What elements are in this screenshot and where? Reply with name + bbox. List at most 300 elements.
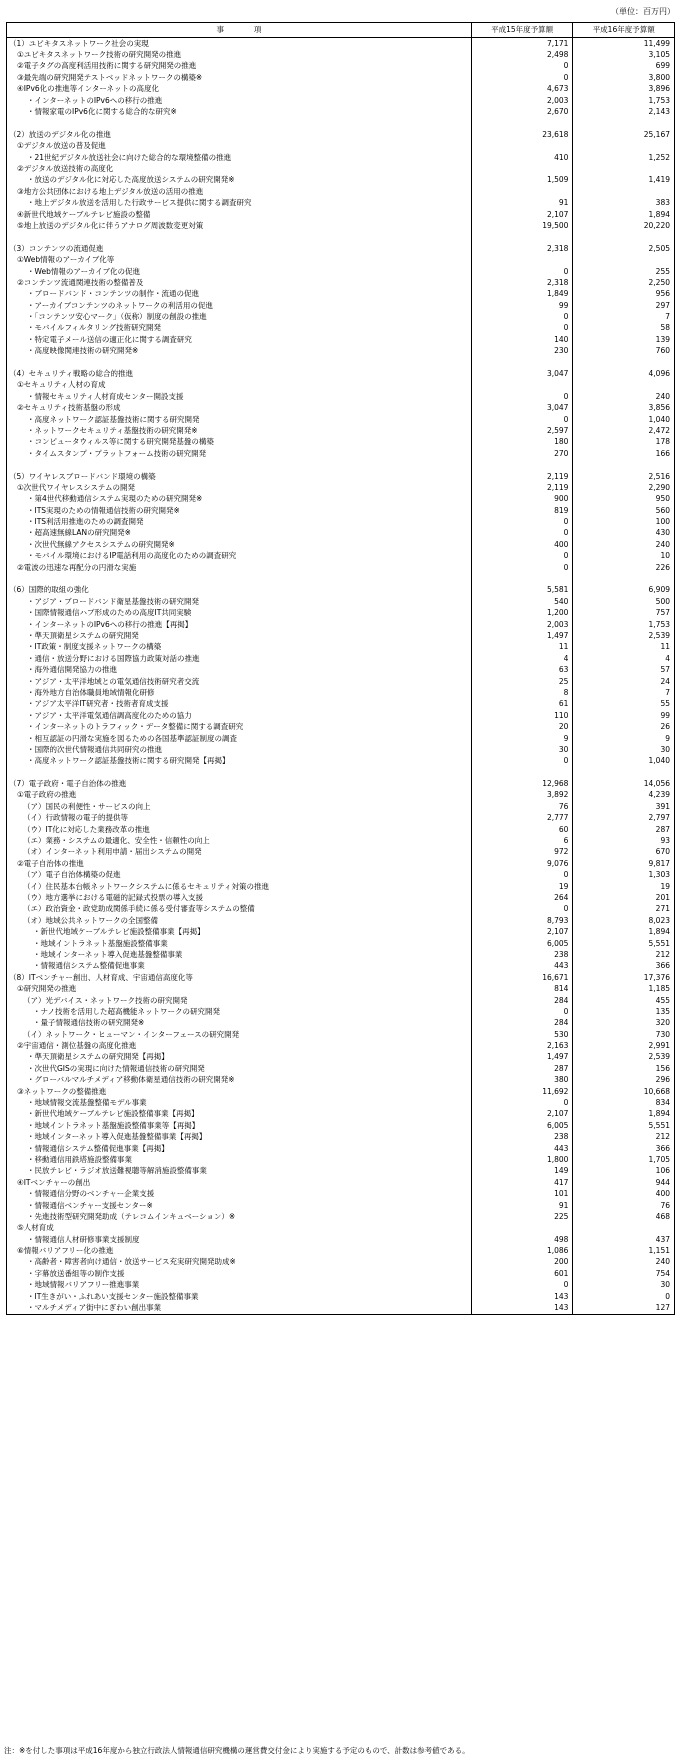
table-row	[7, 1143, 675, 1154]
row-fy15-value: 76	[471, 801, 573, 812]
row-fy16-value: 1,753	[573, 619, 675, 630]
row-label: ・第4世代移動通信システム実現のための研究開発※	[7, 494, 472, 505]
row-fy16-value: 14,056	[573, 778, 675, 789]
table-row	[7, 414, 675, 425]
row-label: （3）コンテンツの流通促進	[7, 243, 472, 254]
row-label: （2）放送のデジタル化の推進	[7, 129, 472, 140]
table-row	[7, 1120, 675, 1131]
row-fy15-value	[471, 767, 573, 778]
row-fy15-value: 20	[471, 721, 573, 732]
row-fy16-value: 2,505	[573, 243, 675, 254]
table-row	[7, 619, 675, 630]
row-fy15-value: 0	[471, 516, 573, 527]
row-label: ・情報通信システム整備促進事業	[7, 961, 472, 972]
table-row	[7, 254, 675, 265]
row-fy15-value: 380	[471, 1075, 573, 1086]
row-fy15-value: 99	[471, 300, 573, 311]
table-row	[7, 1166, 675, 1177]
row-fy15-value: 7,171	[471, 38, 573, 50]
row-label: ・ITS実現のための情報通信技術の研究開発※	[7, 505, 472, 516]
row-fy15-value: 2,003	[471, 619, 573, 630]
row-label: ・国際的次世代情報通信共同研究の推進	[7, 744, 472, 755]
row-fy16-value	[573, 573, 675, 584]
row-fy15-value	[471, 232, 573, 243]
row-fy15-value: 2,318	[471, 277, 573, 288]
table-row	[7, 642, 675, 653]
table-row	[7, 129, 675, 140]
row-fy15-value: 0	[471, 870, 573, 881]
row-fy16-value: 20,220	[573, 220, 675, 231]
row-fy15-value: 417	[471, 1177, 573, 1188]
table-row	[7, 209, 675, 220]
row-label: ・字幕放送番組等の制作支援	[7, 1268, 472, 1279]
row-fy16-value: 99	[573, 710, 675, 721]
row-fy16-value: 383	[573, 197, 675, 208]
row-fy16-value: 24	[573, 676, 675, 687]
row-fy16-value: 30	[573, 744, 675, 755]
row-label: ・ブロードバンド・コンテンツの制作・流通の促進	[7, 289, 472, 300]
row-label: ・地域インターネット導入促進基盤整備事業	[7, 949, 472, 960]
row-fy16-value: 10	[573, 551, 675, 562]
row-fy16-value: 400	[573, 1188, 675, 1199]
row-label: （1）ユビキタスネットワーク社会の実現	[7, 38, 472, 50]
row-fy16-value: 240	[573, 1257, 675, 1268]
row-fy15-value: 601	[471, 1268, 573, 1279]
row-label: ・次世代GISの実現に向けた情報通信技術の研究開発	[7, 1063, 472, 1074]
table-row	[7, 1223, 675, 1234]
row-fy16-value	[573, 118, 675, 129]
table-row	[7, 983, 675, 994]
row-label: （ア）光デバイス・ネットワーク技術の研究開発	[7, 995, 472, 1006]
table-row	[7, 289, 675, 300]
row-fy16-value: 560	[573, 505, 675, 516]
row-fy16-value: 468	[573, 1211, 675, 1222]
row-fy15-value: 0	[471, 551, 573, 562]
header-fy16: 平成16年度予算額	[573, 23, 675, 38]
row-fy16-value: 212	[573, 1132, 675, 1143]
row-fy15-value: 443	[471, 961, 573, 972]
table-row	[7, 266, 675, 277]
table-row	[7, 380, 675, 391]
table-row	[7, 562, 675, 573]
row-fy15-value: 2,597	[471, 425, 573, 436]
row-label	[7, 118, 472, 129]
table-row	[7, 277, 675, 288]
row-fy15-value: 1,800	[471, 1154, 573, 1165]
row-fy16-value: 1,753	[573, 95, 675, 106]
table-spacer-row	[7, 357, 675, 368]
table-row	[7, 721, 675, 732]
row-fy16-value: 17,376	[573, 972, 675, 983]
row-label: （4）セキュリティ戦略の総合的推進	[7, 368, 472, 379]
row-label: ・高度映像関連技術の研究開発※	[7, 346, 472, 357]
row-fy15-value: 1,509	[471, 175, 573, 186]
row-fy16-value: 366	[573, 961, 675, 972]
row-label: ・国際情報通信ハブ形成のための高度IT共同実験	[7, 608, 472, 619]
row-fy16-value: 8,023	[573, 915, 675, 926]
table-row	[7, 1132, 675, 1143]
row-label: ・インターネットのトラフィック・データ整備に関する調査研究	[7, 721, 472, 732]
row-fy15-value: 2,498	[471, 49, 573, 60]
row-fy16-value: 255	[573, 266, 675, 277]
row-fy15-value: 3,047	[471, 368, 573, 379]
table-row	[7, 38, 675, 50]
row-label: ・新世代地域ケーブルテレビ施設整備事業【再掲】	[7, 1109, 472, 1120]
row-fy16-value	[573, 1223, 675, 1234]
table-row	[7, 494, 675, 505]
row-label: ②宇宙通信・測位基盤の高度化推進	[7, 1040, 472, 1051]
row-label: ①デジタル放送の普及促進	[7, 141, 472, 152]
row-fy15-value: 2,163	[471, 1040, 573, 1051]
row-fy15-value: 9,076	[471, 858, 573, 869]
row-fy15-value: 287	[471, 1063, 573, 1074]
table-row	[7, 1257, 675, 1268]
row-fy15-value: 540	[471, 596, 573, 607]
table-row	[7, 733, 675, 744]
row-label: ・情報通信分野のベンチャー企業支援	[7, 1188, 472, 1199]
row-fy15-value: 443	[471, 1143, 573, 1154]
row-label: ・高齢者・障害者向け通信・放送サービス充実研究開発助成※	[7, 1257, 472, 1268]
row-label: ・地域イントラネット基盤施設整備事業	[7, 938, 472, 949]
row-label: ・地域情報バリアフリー推進事業	[7, 1280, 472, 1291]
row-fy15-value: 19,500	[471, 220, 573, 231]
row-fy16-value: 271	[573, 904, 675, 915]
table-row	[7, 1280, 675, 1291]
table-row	[7, 152, 675, 163]
row-fy16-value: 670	[573, 847, 675, 858]
row-fy16-value: 950	[573, 494, 675, 505]
row-label: （オ）地域公共ネットワークの全国整備	[7, 915, 472, 926]
row-fy15-value: 63	[471, 664, 573, 675]
row-fy16-value: 455	[573, 995, 675, 1006]
row-fy15-value	[471, 459, 573, 470]
row-fy15-value: 8,793	[471, 915, 573, 926]
row-fy16-value: 296	[573, 1075, 675, 1086]
row-fy15-value: 4,673	[471, 84, 573, 95]
row-label: ・放送のデジタル化に対応した高度放送システムの研究開発※	[7, 175, 472, 186]
row-fy15-value	[471, 163, 573, 174]
row-fy16-value: 201	[573, 892, 675, 903]
table-row	[7, 106, 675, 117]
row-label: ・超高速無線LANの研究開発※	[7, 528, 472, 539]
row-fy15-value: 0	[471, 756, 573, 767]
row-label: ・Web情報のアーカイブ化の促進	[7, 266, 472, 277]
row-label: ①研究開発の推進	[7, 983, 472, 994]
row-label: ・インターネットのIPv6への移行の推進【再掲】	[7, 619, 472, 630]
row-label: ・高度ネットワーク認証基盤技術に関する研究開発【再掲】	[7, 756, 472, 767]
row-fy16-value: 7	[573, 687, 675, 698]
row-label: ②デジタル放送技術の高度化	[7, 163, 472, 174]
row-fy15-value: 23,618	[471, 129, 573, 140]
table-row	[7, 756, 675, 767]
table-row	[7, 664, 675, 675]
table-row	[7, 220, 675, 231]
row-fy16-value: 1,185	[573, 983, 675, 994]
row-fy16-value: 25,167	[573, 129, 675, 140]
row-label: ・IT政策・制度支援ネットワークの構築	[7, 642, 472, 653]
row-fy15-value: 814	[471, 983, 573, 994]
table-row	[7, 311, 675, 322]
row-label: ・「コンテンツ安心マーク」（仮称）制度の創設の推進	[7, 311, 472, 322]
row-label: ・新世代地域ケーブルテレビ施設整備事業【再掲】	[7, 926, 472, 937]
table-row	[7, 72, 675, 83]
row-fy15-value	[471, 1223, 573, 1234]
row-fy15-value: 110	[471, 710, 573, 721]
row-label: ・高度ネットワーク認証基盤技術に関する研究開発	[7, 414, 472, 425]
row-fy16-value: 9	[573, 733, 675, 744]
row-label: ⑥情報バリアフリー化の推進	[7, 1245, 472, 1256]
table-row	[7, 972, 675, 983]
row-label: ・相互認証の円滑な実施を図るための各国基準認証制度の調査	[7, 733, 472, 744]
row-label: ・情報通信ベンチャー支援センター※	[7, 1200, 472, 1211]
row-fy15-value: 270	[471, 448, 573, 459]
table-spacer-row	[7, 232, 675, 243]
row-fy15-value: 2,670	[471, 106, 573, 117]
table-row	[7, 710, 675, 721]
row-fy16-value: 757	[573, 608, 675, 619]
row-fy16-value: 19	[573, 881, 675, 892]
row-label: ④新世代地域ケーブルテレビ施設の整備	[7, 209, 472, 220]
table-row	[7, 539, 675, 550]
row-fy16-value: 5,551	[573, 1120, 675, 1131]
row-fy16-value: 430	[573, 528, 675, 539]
row-fy15-value: 143	[471, 1291, 573, 1302]
row-fy15-value: 143	[471, 1302, 573, 1314]
row-fy15-value: 238	[471, 949, 573, 960]
row-fy15-value: 0	[471, 391, 573, 402]
row-label: ③最先端の研究開発テストベッドネットワークの構築※	[7, 72, 472, 83]
row-fy16-value: 1,040	[573, 414, 675, 425]
row-fy16-value: 2,991	[573, 1040, 675, 1051]
row-fy16-value: 287	[573, 824, 675, 835]
row-fy16-value: 297	[573, 300, 675, 311]
row-fy15-value: 0	[471, 414, 573, 425]
table-row	[7, 778, 675, 789]
table-row	[7, 1245, 675, 1256]
row-label: ・地上デジタル放送を活用した行政サービス提供に関する調査研究	[7, 197, 472, 208]
row-label: ①電子政府の推進	[7, 790, 472, 801]
row-label	[7, 459, 472, 470]
row-label: （ア）国民の利便性・サービスの向上	[7, 801, 472, 812]
row-fy16-value: 730	[573, 1029, 675, 1040]
table-row	[7, 323, 675, 334]
row-fy15-value: 264	[471, 892, 573, 903]
row-fy16-value: 2,797	[573, 813, 675, 824]
table-row	[7, 186, 675, 197]
row-fy15-value: 2,119	[471, 471, 573, 482]
row-label: ・ナノ技術を活用した超高機能ネットワークの研究開発	[7, 1006, 472, 1017]
row-fy15-value: 8	[471, 687, 573, 698]
row-label: ・インターネットのIPv6への移行の推進	[7, 95, 472, 106]
table-row	[7, 596, 675, 607]
row-fy16-value: 2,539	[573, 630, 675, 641]
row-fy15-value: 900	[471, 494, 573, 505]
row-fy16-value: 4,096	[573, 368, 675, 379]
table-row	[7, 813, 675, 824]
row-fy15-value	[471, 118, 573, 129]
table-row	[7, 61, 675, 72]
row-fy16-value: 500	[573, 596, 675, 607]
row-fy15-value: 200	[471, 1257, 573, 1268]
row-label: ・情報家電のIPv6化に関する総合的な研究※	[7, 106, 472, 117]
row-fy16-value: 1,151	[573, 1245, 675, 1256]
table-row	[7, 1018, 675, 1029]
row-fy16-value: 1,894	[573, 926, 675, 937]
row-label: （エ）業務・システムの最適化、安全性・信頼性の向上	[7, 835, 472, 846]
row-fy16-value: 106	[573, 1166, 675, 1177]
row-label: ・アジア太平洋IT研究者・技術者育成支援	[7, 699, 472, 710]
table-row	[7, 197, 675, 208]
table-row	[7, 516, 675, 527]
row-label: ・マルチメディア街中にぎわい創出事業	[7, 1302, 472, 1314]
row-fy16-value: 1,894	[573, 1109, 675, 1120]
row-label: ・情報通信人材研修事業支援制度	[7, 1234, 472, 1245]
table-row	[7, 243, 675, 254]
row-fy15-value: 60	[471, 824, 573, 835]
row-fy15-value: 498	[471, 1234, 573, 1245]
row-fy16-value: 10,668	[573, 1086, 675, 1097]
row-fy15-value: 2,107	[471, 926, 573, 937]
row-fy16-value: 76	[573, 1200, 675, 1211]
table-row	[7, 49, 675, 60]
row-fy15-value: 400	[471, 539, 573, 550]
table-row	[7, 505, 675, 516]
row-fy16-value: 58	[573, 323, 675, 334]
table-header-row	[7, 23, 675, 38]
row-fy16-value: 1,705	[573, 1154, 675, 1165]
table-row	[7, 790, 675, 801]
row-fy16-value: 226	[573, 562, 675, 573]
row-fy16-value: 3,896	[573, 84, 675, 95]
row-fy15-value: 4	[471, 653, 573, 664]
row-fy16-value: 178	[573, 437, 675, 448]
row-label: ・グローバルマルチメディア移動体衛星通信技術の研究開発※	[7, 1075, 472, 1086]
table-row	[7, 1029, 675, 1040]
row-label: ・民放テレビ・ラジオ放送難視聴等解消施設整備事業	[7, 1166, 472, 1177]
row-fy15-value: 2,003	[471, 95, 573, 106]
row-fy16-value: 320	[573, 1018, 675, 1029]
row-fy15-value: 91	[471, 1200, 573, 1211]
row-label: ・アーカイブコンテンツのネットワークの利活用の促進	[7, 300, 472, 311]
row-fy15-value: 2,318	[471, 243, 573, 254]
table-row	[7, 904, 675, 915]
table-row	[7, 1302, 675, 1314]
row-fy15-value: 1,849	[471, 289, 573, 300]
row-label: （ウ）IT化に対応した業務改革の推進	[7, 824, 472, 835]
row-fy16-value: 3,105	[573, 49, 675, 60]
row-fy16-value: 55	[573, 699, 675, 710]
row-fy15-value: 0	[471, 1097, 573, 1108]
row-fy15-value: 6,005	[471, 938, 573, 949]
row-label: ・移動通信用鉄塔施設整備事業	[7, 1154, 472, 1165]
row-fy16-value: 3,800	[573, 72, 675, 83]
table-row	[7, 1097, 675, 1108]
table-row	[7, 437, 675, 448]
row-label: ・海外地方自治体職員地域情報化研修	[7, 687, 472, 698]
row-label: （8）ITベンチャー創出、人材育成、宇宙通信高度化等	[7, 972, 472, 983]
table-row	[7, 870, 675, 881]
row-label: ・地域情報交流基盤整備モデル事業	[7, 1097, 472, 1108]
table-row	[7, 938, 675, 949]
table-row	[7, 653, 675, 664]
row-label: ①Web情報のアーカイブ化等	[7, 254, 472, 265]
row-label: ③地方公共団体における地上デジタル放送の活用の推進	[7, 186, 472, 197]
row-label	[7, 573, 472, 584]
table-row	[7, 1268, 675, 1279]
row-label: ③ネットワークの整備推進	[7, 1086, 472, 1097]
row-fy15-value: 140	[471, 334, 573, 345]
table-row	[7, 926, 675, 937]
row-label: ・特定電子メール送信の適正化に関する調査研究	[7, 334, 472, 345]
row-fy15-value: 6	[471, 835, 573, 846]
row-label: ・アジア・ブロードバンド衛星基盤技術の研究開発	[7, 596, 472, 607]
row-fy15-value: 0	[471, 528, 573, 539]
table-row	[7, 1086, 675, 1097]
row-fy16-value	[573, 767, 675, 778]
table-row	[7, 961, 675, 972]
row-fy16-value: 366	[573, 1143, 675, 1154]
row-fy15-value: 3,047	[471, 403, 573, 414]
table-row	[7, 346, 675, 357]
table-row	[7, 84, 675, 95]
row-fy16-value: 5,551	[573, 938, 675, 949]
table-row	[7, 608, 675, 619]
row-fy15-value: 0	[471, 311, 573, 322]
table-spacer-row	[7, 767, 675, 778]
row-fy15-value: 9	[471, 733, 573, 744]
row-fy16-value: 30	[573, 1280, 675, 1291]
table-row	[7, 300, 675, 311]
row-fy16-value: 212	[573, 949, 675, 960]
row-fy16-value: 6,909	[573, 585, 675, 596]
row-fy15-value: 19	[471, 881, 573, 892]
row-fy16-value: 127	[573, 1302, 675, 1314]
row-fy15-value: 230	[471, 346, 573, 357]
row-label: ②コンテンツ流通関連技術の整備普及	[7, 277, 472, 288]
table-row	[7, 425, 675, 436]
header-fy15: 平成15年度予算額	[471, 23, 573, 38]
row-fy16-value: 956	[573, 289, 675, 300]
table-body	[7, 38, 675, 1315]
row-fy15-value: 1,200	[471, 608, 573, 619]
row-fy15-value: 30	[471, 744, 573, 755]
row-fy16-value: 2,516	[573, 471, 675, 482]
table-row	[7, 995, 675, 1006]
row-fy15-value: 11,692	[471, 1086, 573, 1097]
row-label: ・情報通信システム整備促進事業【再掲】	[7, 1143, 472, 1154]
row-label: ・通信・放送分野における国際協力政策対話の推進	[7, 653, 472, 664]
row-fy16-value: 166	[573, 448, 675, 459]
row-label: ・IT生きがい・ふれあい支援センター施設整備事業	[7, 1291, 472, 1302]
row-label: ・ネットワークセキュリティ基盤技術の研究開発※	[7, 425, 472, 436]
row-fy16-value: 93	[573, 835, 675, 846]
row-fy15-value: 5,581	[471, 585, 573, 596]
row-label: （ウ）地方選挙における電磁的記録式投票の導入支援	[7, 892, 472, 903]
row-fy15-value: 25	[471, 676, 573, 687]
row-fy15-value: 225	[471, 1211, 573, 1222]
row-fy15-value: 0	[471, 72, 573, 83]
row-label: （ア）電子自治体構築の促進	[7, 870, 472, 881]
row-fy16-value: 3,856	[573, 403, 675, 414]
row-fy16-value: 0	[573, 1291, 675, 1302]
row-label: ①セキュリティ人材の育成	[7, 380, 472, 391]
row-label: ・コンピュータウィルス等に関する研究開発基盤の構築	[7, 437, 472, 448]
row-fy16-value: 834	[573, 1097, 675, 1108]
row-fy16-value: 2,539	[573, 1052, 675, 1063]
row-fy16-value	[573, 380, 675, 391]
row-label: （イ）ネットワーク・ヒューマン・インターフェースの研究開発	[7, 1029, 472, 1040]
row-fy16-value: 240	[573, 391, 675, 402]
